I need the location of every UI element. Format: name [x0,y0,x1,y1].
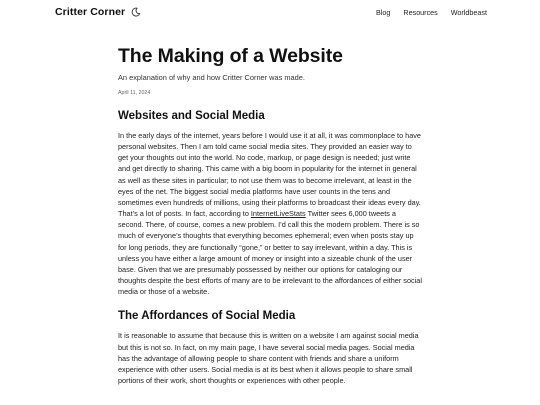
paragraph: It is reasonable to assume that because this is written on a website I am against social media but this is not so. In fact, on my main page, I have several social media pages. Social media has the advantage of allowing people to share content with friends and share a uniform experience with other users. Social media is at its best when it allows people to share small portions of their work, short thoughts or experiences with other people. [118,331,419,385]
nav-link-blog[interactable]: Blog [376,8,391,17]
article [118,44,422,386]
section-heading: The Affordances of Social Media [118,310,296,323]
article-date: April 11, 2024 [118,90,151,96]
nav-link-worldbeast[interactable]: Worldbeast [450,8,487,17]
site-header [0,0,540,26]
section-affordances-of-social-media [118,309,422,386]
brand [55,6,141,18]
site-title-link[interactable]: Critter Corner [55,6,126,18]
article-title: The Making of a Website [118,45,343,67]
main-nav [376,8,487,17]
moon-icon[interactable] [131,7,141,17]
internetlivestats-link[interactable]: InternetLiveStats [250,209,306,219]
paragraph-text: Twitter sees 6,000 tweets a second. There, of course, comes a new problem. I’d call this the modern problem. There is so much of everyone’s thoughts that everything becomes ephemeral; even when posts stay up for long periods, they are functionally “gone,” or better to say irrelevant, within a day. This is unless you have either a large amount of money or insight into a sizeable chunk of the user base. Given that we are presumably possessed by neither our options for cataloging our thoughts despite the best efforts of many are to be irrelevant to the affordances of either social media or those of a website. [118,209,422,297]
paragraph-text: In the early days of the internet, years before I would use it at all, it was commonplace to have personal websites. Then I am told came social media sites. They provided an easier way to get your thoughts out into the world. No code, markup, or page design is needed; just write and get directly to sharing. This came with a big boom in popularity for the internet in general as well as these sites in particular; to not use them was to become irrelevant, at least in the eyes of the net. The biggest social media platforms have user counts in the tens and sometimes even hundreds of millions, using their platforms to broadcast their ideas every day. That’s a lot of posts. In fact, according to [118,131,421,219]
section-heading: Websites and Social Media [118,110,265,122]
article-subtitle: An explanation of why and how Critter Corner was made. [118,73,305,82]
nav-link-resources[interactable]: Resources [403,8,438,17]
paragraph [118,130,422,297]
section-websites-and-social-media [118,109,422,297]
